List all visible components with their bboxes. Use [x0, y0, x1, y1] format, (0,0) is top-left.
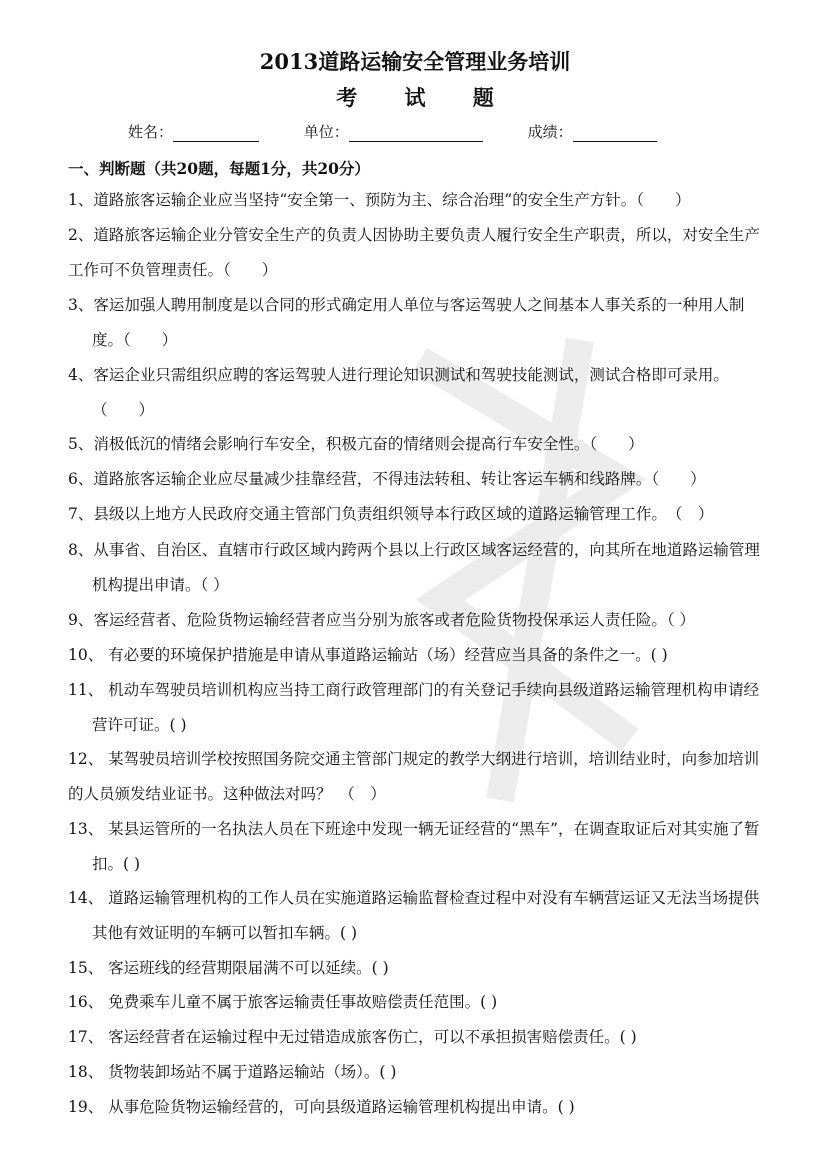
- question-item: 18、 货物装卸场站不属于道路运输站（场）。( ): [68, 1063, 397, 1081]
- question-item: 9、客运经营者、危险货物运输经营者应当分别为旅客或者危险货物投保承运人责任险。（ ）: [68, 611, 696, 629]
- question-item: 6、道路旅客运输企业应尽量减少挂靠经营，不得违法转租、转让客运车辆和线路牌。（ ）: [68, 470, 706, 488]
- score-label: 成绩：: [527, 123, 573, 141]
- name-label: 姓名：: [128, 123, 174, 141]
- question-item: 4、客运企业只需组织应聘的客运驾驶人进行理论知识测试和驾驶技能测试，测试合格即可录用。（ ）: [68, 366, 729, 419]
- name-blank: [173, 125, 259, 142]
- question-item: 10、 有必要的环境保护措施是申请从事道路运输站（场）经营应当具备的条件之一。( ): [68, 646, 668, 664]
- question-item: 12、 某驾驶员培训学校按照国务院交通主管部门规定的教学大纲进行培训，培训结业时，向参加培训的人员颁发结业证书。这种做法对吗？ （ ）: [68, 750, 760, 803]
- unit-blank: [349, 125, 483, 142]
- question-item: 13、 某县运管所的一名执法人员在下班途中发现一辆无证经营的“黑车”，在调查取证后对其实施了暂扣。( ): [68, 820, 760, 873]
- question-item: 14、 道路运输管理机构的工作人员在实施道路运输监督检查过程中对没有车辆营运证又无法当场提供其他有效证明的车辆可以暂扣车辆。( ): [68, 889, 760, 942]
- examinee-info: [128, 121, 657, 142]
- question-item: 19、 从事危险货物运输经营的，可向县级道路运输管理机构提出申请。( ): [68, 1098, 575, 1116]
- question-item: 17、 客运经营者在运输过程中无过错造成旅客伤亡，可以不承担损害赔偿责任。( ): [68, 1028, 637, 1046]
- exam-subtitle: 考 试 题: [336, 85, 514, 110]
- name-field: [128, 121, 259, 142]
- score-field: [528, 121, 657, 142]
- question-item: 3、客运加强人聘用制度是以合同的形式确定用人单位与客运驾驶人之间基本人事关系的一种用人制度。（ ）: [68, 296, 745, 349]
- unit-label: 单位：: [303, 123, 349, 141]
- question-item: 8、从事省、自治区、直辖市行政区域内跨两个县以上行政区域客运经营的，向其所在地道路运输管理机构提出申请。（ ）: [68, 541, 760, 594]
- question-item: 5、消极低沉的情绪会影响行车安全，积极亢奋的情绪则会提高行车安全性。（ ）: [68, 435, 644, 453]
- unit-field: [304, 121, 483, 142]
- question-item: 1、道路旅客运输企业应当坚持“安全第一、预防为主、综合治理”的安全生产方针。（ ）: [68, 191, 691, 209]
- question-item: 2、道路旅客运输企业分管安全生产的负责人因协助主要负责人履行安全生产职责，所以，对安全生产工作可不负管理责任。（ ）: [68, 226, 760, 279]
- question-item: 16、 免费乘车儿童不属于旅客运输责任事故赔偿责任范围。( ): [68, 993, 498, 1011]
- question-item: 7、县级以上地方人民政府交通主管部门负责组织领导本行政区域的道路运输管理工作。 （ ）: [68, 505, 714, 523]
- section-title: 一、判断题（共20题，每题1分，共20分）: [68, 159, 370, 178]
- question-item: 15、 客运班线的经营期限届满不可以延续。( ): [68, 959, 389, 977]
- score-blank: [573, 125, 657, 142]
- question-item: 11、 机动车驾驶员培训机构应当持工商行政管理部门的有关登记手续向县级道路运输管理机构申请经营许可证。( ): [68, 681, 760, 734]
- exam-title: 2013道路运输安全管理业务培训: [259, 49, 571, 74]
